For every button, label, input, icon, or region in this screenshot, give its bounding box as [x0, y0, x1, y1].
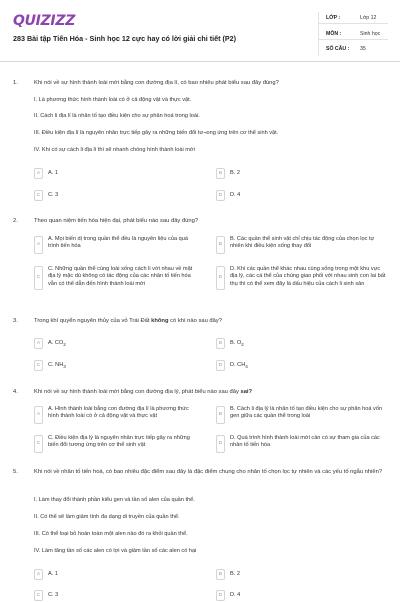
quizizz-logo: QUIZIZZ [13, 13, 76, 29]
question-number: 4. [13, 389, 18, 395]
meta-key: LỚP : [326, 15, 341, 21]
option-badge: D [216, 590, 225, 601]
option-text: C. 3 [48, 592, 59, 598]
option-badge: A [34, 406, 43, 424]
option-text: D. Quá trình hình thành loài mới cần có sự tham gia của các nhân tố tiến hóa [230, 435, 380, 449]
option-badge: B [216, 168, 225, 179]
page-title: 283 Bài tập Tiến Hóa - Sinh học 12 cực hay có lời giải chi tiết (P2) [13, 34, 237, 43]
option-badge: A [34, 338, 43, 349]
option-badge: B [216, 338, 225, 349]
option-badge: B [216, 569, 225, 580]
question-number: 3. [13, 318, 18, 324]
meta-row-subject [318, 28, 388, 40]
option-text: D. Khi các quần thể khác nhau cùng sống trong một khu vực địa lý, các cá thể của chúng giao phối với nhau sinh con lai bất thụ thì có thể xem đây là dấu hiệu của cách li sinh sản [230, 266, 386, 287]
option-text: A. 1 [48, 170, 58, 176]
statement: IV. Làm tăng tần số các alen có lợi và giảm tần số các alen có hại [34, 548, 197, 554]
meta-key: MÔN : [326, 31, 342, 37]
option-text: D. $CH_4$ [230, 362, 248, 370]
statement: III. Điều kiện địa lí là nguyên nhân trực tiếp gây ra những biến đổi tư¬ong ứng trên cơ thể sinh vật. [34, 130, 279, 136]
meta-row-count [318, 43, 388, 55]
option-text: B. Cách li địa lý là nhân tố tạo điều kiện cho sự phân hoá vốn gen giữa các quần thể trong loài [230, 406, 383, 420]
statement: I. Làm thay đổi thành phần kiểu gen và tần số alen của quần thể. [34, 497, 195, 503]
option-badge: D [216, 435, 225, 453]
option-text: D. 4 [230, 192, 241, 198]
option-text: A. 1 [48, 571, 58, 577]
option-text: B. Các quần thể sinh vật chỉ chịu tác động của chọn lọc tự nhiên khi điều kiện sống thay đổi [230, 236, 375, 250]
worksheet-header [0, 0, 400, 62]
question-text: Khi nói về sự hình thành loài mới bằng con đường địa lí, có bao nhiêu phát biểu sau đây đúng? [34, 80, 279, 86]
option-text: B. $O_2$ [230, 340, 244, 348]
question-text: Khi nói về sự hình thành loài mới bằng con đường địa lý, phát biểu nào sau đây sai? [34, 389, 253, 395]
meta-value: Lớp 12 [360, 15, 377, 21]
question-text: Khi nói về nhân tố tiến hoá, có bao nhiêu đặc điểm sau đây là đặc điểm chung cho nhân tố chọn lọc tự nhiên và các yếu tố ngẫu nhiên? [34, 469, 383, 475]
option-badge: A [34, 569, 43, 580]
option-badge: C [34, 435, 43, 453]
option-badge: D [216, 190, 225, 201]
option-text: B. 2 [230, 571, 240, 577]
meta-value: Sinh học [360, 31, 381, 37]
option-text: A. Mọi biến dị trong quần thể đều là nguyên liệu của quá trình tiến hóa [48, 236, 188, 250]
option-badge: C [34, 590, 43, 601]
meta-key: SỐ CÂU : [326, 46, 350, 52]
statement: II. Có thể sẽ làm giảm tính đa dạng di truyền của quần thể. [34, 514, 180, 520]
option-text: C. 3 [48, 192, 59, 198]
option-text: A. Hình thành loài bằng con đường địa lí là phương thức hình thành loài có ở cả động vật và thực vật [48, 406, 189, 420]
option-badge: D [216, 360, 225, 371]
option-badge: C [34, 266, 43, 290]
question-number: 1. [13, 80, 18, 86]
option-badge: D [216, 266, 225, 290]
option-badge: A [34, 168, 43, 179]
option-badge: C [34, 360, 43, 371]
option-text: B. 2 [230, 170, 240, 176]
statement: II. Cách li địa lí là nhân tố tạo điều kiện cho sự phân hoá trong loài. [34, 113, 200, 119]
option-text: A. $CO_2$ [48, 340, 66, 348]
question-number: 2. [13, 218, 18, 224]
question-text: Theo quan niệm tiến hóa hiện đại, phát biểu nào sau đây đúng? [34, 218, 199, 224]
option-text: C. Điều kiện địa lý là nguyên nhân trực tiếp gây ra những biến đổi tương ứng trên cơ thể sinh vật [48, 435, 190, 449]
option-text: C. Những quần thể cùng loài sống cách li với nhau về mặt địa lý mặc dù không có tác động của các nhân tố tiến hóa vẫn có thể dẫn đến hình thành loài mới [48, 266, 193, 287]
question-text: Trong khí quyển nguyên thủy của vỏ Trái Đất không có khí nào sau đây? [34, 318, 222, 324]
option-badge: B [216, 236, 225, 254]
option-badge: B [216, 406, 225, 424]
statement: I. Là phương thức hình thành loài có ở cả động vật và thực vật. [34, 97, 192, 103]
option-badge: C [34, 190, 43, 201]
meta-value: 35 [360, 46, 366, 52]
meta-row-class [318, 12, 388, 24]
statement: III. Có thể loại bỏ hoàn toàn một alen nào đó ra khỏi quần thể. [34, 531, 188, 537]
question-number: 5. [13, 469, 18, 475]
statement: IV. Khi có sự cách li địa lí thì sẽ nhanh chóng hình thành loài mới [34, 147, 195, 153]
option-badge: A [34, 236, 43, 254]
option-text: C. $NH_3$ [48, 362, 66, 370]
option-text: D. 4 [230, 592, 241, 598]
